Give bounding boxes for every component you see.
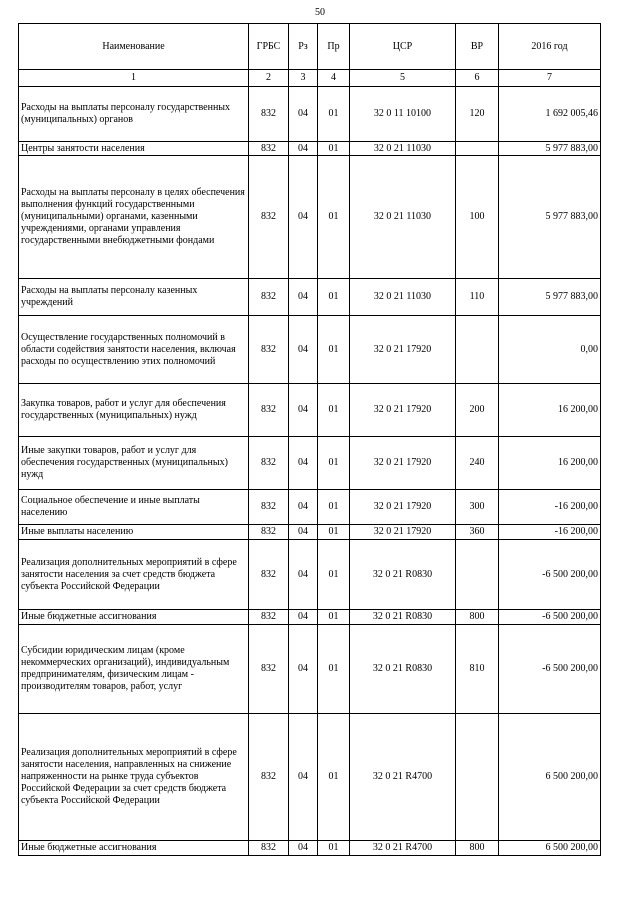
- table-row: [19, 142, 601, 156]
- header-row: [19, 24, 601, 70]
- row-csr: 32 0 21 17920: [350, 490, 456, 525]
- row-vr: 120: [456, 87, 499, 142]
- row-grbs: 832: [249, 625, 289, 714]
- row-name: Осуществление государственных полномочий в области содействия занятости населения, включая расходы по осуществлению этих полномочий: [19, 316, 249, 384]
- row-grbs: 832: [249, 316, 289, 384]
- column-number: 4: [318, 70, 350, 87]
- header-csr: ЦСР: [350, 24, 456, 70]
- row-vr: 800: [456, 841, 499, 856]
- row-rz: 04: [289, 384, 318, 437]
- table-row: [19, 156, 601, 279]
- row-amount: -6 500 200,00: [499, 610, 601, 625]
- row-vr: 360: [456, 525, 499, 540]
- row-pr: 01: [318, 625, 350, 714]
- row-rz: 04: [289, 625, 318, 714]
- row-rz: 04: [289, 156, 318, 279]
- row-pr: 01: [318, 714, 350, 841]
- row-rz: 04: [289, 437, 318, 490]
- row-amount: 1 692 005,46: [499, 87, 601, 142]
- row-csr: 32 0 21 R0830: [350, 625, 456, 714]
- column-number-row: [19, 70, 601, 87]
- row-pr: 01: [318, 156, 350, 279]
- row-grbs: 832: [249, 279, 289, 316]
- row-grbs: 832: [249, 142, 289, 156]
- row-name: Расходы на выплаты персоналу в целях обеспечения выполнения функций государственными (муниципальными) органами, казенными учреждениями, органами управления государственными внебюджетными фондами: [19, 156, 249, 279]
- row-grbs: 832: [249, 156, 289, 279]
- header-pr: Пр: [318, 24, 350, 70]
- row-rz: 04: [289, 525, 318, 540]
- row-rz: 04: [289, 610, 318, 625]
- column-number: 5: [350, 70, 456, 87]
- row-csr: 32 0 21 17920: [350, 384, 456, 437]
- row-pr: 01: [318, 841, 350, 856]
- row-csr: 32 0 11 10100: [350, 87, 456, 142]
- row-pr: 01: [318, 610, 350, 625]
- row-vr: [456, 316, 499, 384]
- table-row: [19, 384, 601, 437]
- row-grbs: 832: [249, 525, 289, 540]
- row-vr: 200: [456, 384, 499, 437]
- row-vr: [456, 142, 499, 156]
- header-vr: ВР: [456, 24, 499, 70]
- row-rz: 04: [289, 490, 318, 525]
- row-pr: 01: [318, 437, 350, 490]
- table-row: [19, 316, 601, 384]
- row-amount: 16 200,00: [499, 384, 601, 437]
- row-csr: 32 0 21 R4700: [350, 714, 456, 841]
- row-pr: 01: [318, 279, 350, 316]
- table-row: [19, 841, 601, 856]
- row-grbs: 832: [249, 384, 289, 437]
- column-number: 7: [499, 70, 601, 87]
- header-year: 2016 год: [499, 24, 601, 70]
- row-csr: 32 0 21 11030: [350, 279, 456, 316]
- row-amount: 5 977 883,00: [499, 142, 601, 156]
- row-name: Субсидии юридическим лицам (кроме некоммерческих организаций), индивидуальным предпринимателям, физическим лицам - производителям товаров, работ, услуг: [19, 625, 249, 714]
- row-csr: 32 0 21 R4700: [350, 841, 456, 856]
- row-name: Расходы на выплаты персоналу казенных учреждений: [19, 279, 249, 316]
- row-amount: 16 200,00: [499, 437, 601, 490]
- row-amount: 0,00: [499, 316, 601, 384]
- row-grbs: 832: [249, 490, 289, 525]
- row-rz: 04: [289, 279, 318, 316]
- row-name: Реализация дополнительных мероприятий в сфере занятости населения, направленных на снижение напряженности на рынке труда субъектов Российской Федерации за счет средств бюджета субъекта Российской Федерации: [19, 714, 249, 841]
- row-rz: 04: [289, 142, 318, 156]
- row-grbs: 832: [249, 87, 289, 142]
- row-csr: 32 0 21 11030: [350, 142, 456, 156]
- row-vr: 810: [456, 625, 499, 714]
- table-row: [19, 525, 601, 540]
- row-csr: 32 0 21 11030: [350, 156, 456, 279]
- header-name: Наименование: [19, 24, 249, 70]
- row-vr: 300: [456, 490, 499, 525]
- table-row: [19, 625, 601, 714]
- row-amount: 6 500 200,00: [499, 714, 601, 841]
- row-name: Иные закупки товаров, работ и услуг для обеспечения государственных (муниципальных) нужд: [19, 437, 249, 490]
- row-csr: 32 0 21 17920: [350, 437, 456, 490]
- row-rz: 04: [289, 87, 318, 142]
- header-rz: Рз: [289, 24, 318, 70]
- row-grbs: 832: [249, 610, 289, 625]
- table-row: [19, 610, 601, 625]
- row-pr: 01: [318, 525, 350, 540]
- row-rz: 04: [289, 316, 318, 384]
- row-vr: [456, 714, 499, 841]
- row-amount: 6 500 200,00: [499, 841, 601, 856]
- row-grbs: 832: [249, 841, 289, 856]
- row-amount: 5 977 883,00: [499, 279, 601, 316]
- row-csr: 32 0 21 R0830: [350, 540, 456, 610]
- row-vr: 110: [456, 279, 499, 316]
- column-number: 3: [289, 70, 318, 87]
- row-csr: 32 0 21 R0830: [350, 610, 456, 625]
- row-grbs: 832: [249, 437, 289, 490]
- row-csr: 32 0 21 17920: [350, 316, 456, 384]
- row-pr: 01: [318, 490, 350, 525]
- row-name: Иные бюджетные ассигнования: [19, 841, 249, 856]
- table-row: [19, 490, 601, 525]
- row-name: Закупка товаров, работ и услуг для обеспечения государственных (муниципальных) нужд: [19, 384, 249, 437]
- row-vr: 100: [456, 156, 499, 279]
- row-amount: -16 200,00: [499, 525, 601, 540]
- row-grbs: 832: [249, 540, 289, 610]
- page-number: 50: [315, 7, 325, 18]
- row-name: Расходы на выплаты персоналу государственных (муниципальных) органов: [19, 87, 249, 142]
- table-row: [19, 540, 601, 610]
- row-pr: 01: [318, 384, 350, 437]
- row-pr: 01: [318, 87, 350, 142]
- table-row: [19, 279, 601, 316]
- table-row: [19, 87, 601, 142]
- row-rz: 04: [289, 714, 318, 841]
- column-number: 1: [19, 70, 249, 87]
- row-amount: -6 500 200,00: [499, 540, 601, 610]
- row-name: Иные выплаты населению: [19, 525, 249, 540]
- row-name: Социальное обеспечение и иные выплаты населению: [19, 490, 249, 525]
- row-name: Реализация дополнительных мероприятий в сфере занятости населения за счет средств бюджета субъекта Российской Федерации: [19, 540, 249, 610]
- row-csr: 32 0 21 17920: [350, 525, 456, 540]
- row-vr: 240: [456, 437, 499, 490]
- row-rz: 04: [289, 540, 318, 610]
- header-grbs: ГРБС: [249, 24, 289, 70]
- budget-table: [18, 23, 601, 856]
- row-vr: [456, 540, 499, 610]
- row-amount: -6 500 200,00: [499, 625, 601, 714]
- row-amount: 5 977 883,00: [499, 156, 601, 279]
- row-name: Центры занятости населения: [19, 142, 249, 156]
- row-grbs: 832: [249, 714, 289, 841]
- row-pr: 01: [318, 142, 350, 156]
- column-number: 6: [456, 70, 499, 87]
- table-row: [19, 437, 601, 490]
- row-pr: 01: [318, 316, 350, 384]
- row-pr: 01: [318, 540, 350, 610]
- row-amount: -16 200,00: [499, 490, 601, 525]
- row-vr: 800: [456, 610, 499, 625]
- table-row: [19, 714, 601, 841]
- row-name: Иные бюджетные ассигнования: [19, 610, 249, 625]
- row-rz: 04: [289, 841, 318, 856]
- column-number: 2: [249, 70, 289, 87]
